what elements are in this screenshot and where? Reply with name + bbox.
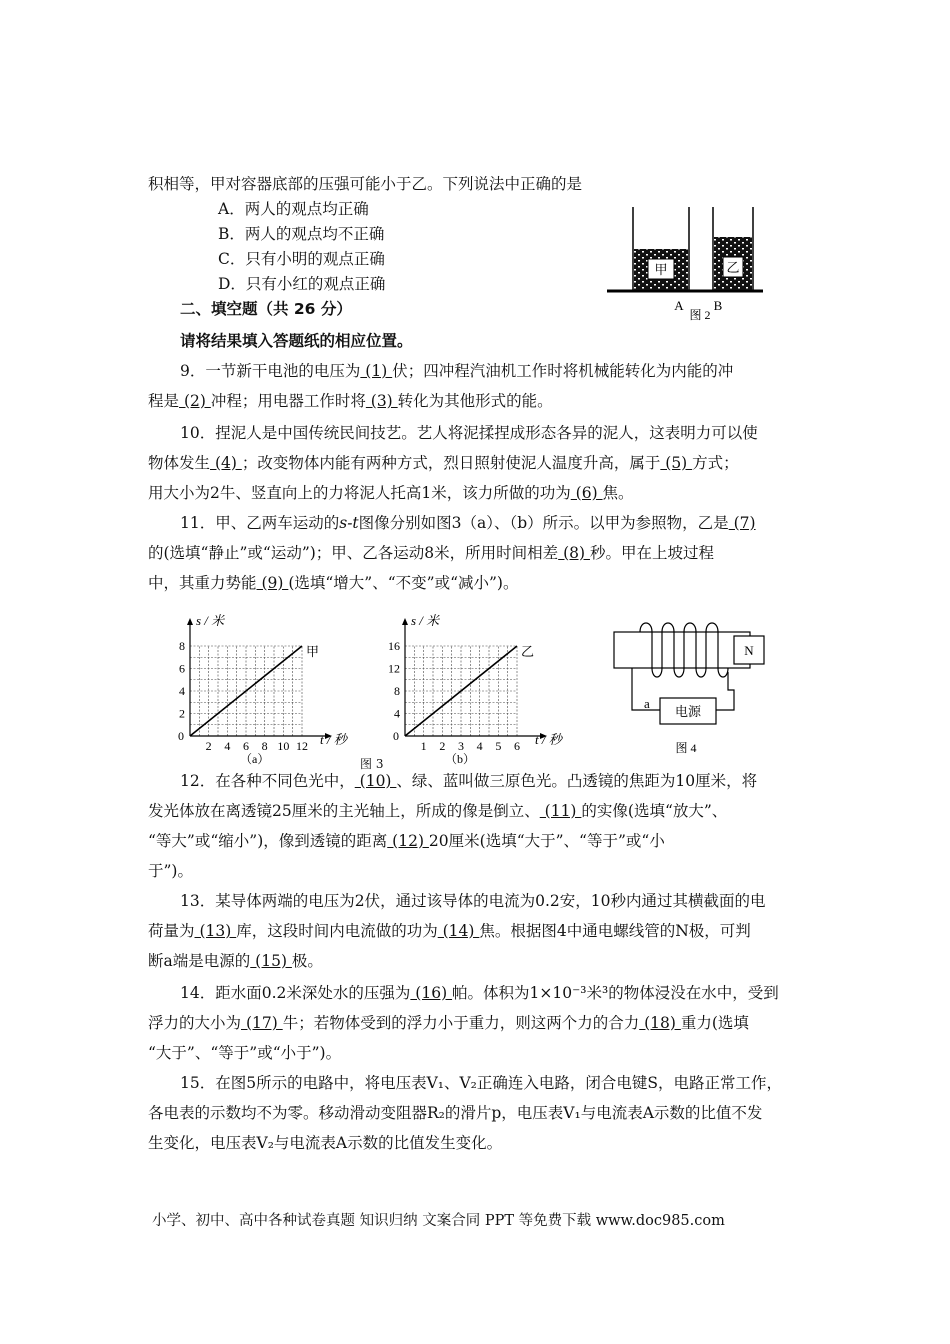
solenoid-coil (640, 623, 728, 677)
q13-line-3: 断a端是电源的 (15) 极。 (148, 952, 323, 970)
q11-line-2: 的(选填“静止”或“运动”)；甲、乙各运动8米，所用时间相差 (8) 秒。甲在上坡过程 (148, 544, 714, 562)
blank-8[interactable]: (8) (558, 544, 590, 562)
origin-label: 0 (178, 729, 184, 743)
blank-12[interactable]: (12) (387, 832, 429, 850)
figure-3a-subcaption: （a） (240, 752, 270, 766)
x-tick-label: 10 (277, 739, 290, 753)
label-b: B (713, 298, 723, 313)
q11-line-1: 11．甲、乙两车运动的s-t图像分别如图3（a）、（b）所示。以甲为参照物，乙是 (7) (180, 514, 756, 532)
x-tick-label: 1 (420, 739, 427, 753)
blank-10[interactable]: (10) (354, 772, 397, 790)
q12-line-3: “等大”或“缩小”)，像到透镜的距离 (12) 20厘米(选填“大于”、“等于”或“小 (148, 832, 665, 850)
figure-2 (605, 205, 765, 325)
x-tick-label: 5 (495, 739, 502, 753)
origin-label: 0 (393, 729, 399, 743)
blank-3[interactable]: (3) (365, 392, 398, 410)
blank-6[interactable]: (6) (570, 484, 603, 502)
figure-4-caption: 图 4 (675, 741, 697, 755)
pole-n-label: N (744, 643, 754, 658)
q12-line-4: 于”)。 (148, 862, 193, 880)
x-tick-label: 6 (514, 739, 520, 753)
y-tick-label: 4 (394, 706, 400, 721)
q13-line-1: 13．某导体两端的电压为2伏，通过该导体的电流为0.2安，10秒内通过其横截面的电 (180, 892, 766, 910)
x-axis-label: t / 秒 (535, 732, 562, 747)
y-tick-label: 8 (179, 639, 185, 653)
section-2-title: 二、填空题（共 26 分） (180, 300, 352, 318)
label-a: A (674, 298, 684, 313)
y-axis-label: s / 米 (411, 613, 440, 628)
y-tick-label: 6 (179, 661, 185, 676)
q9-line-1: 9．一节新干电池的电压为 (1) 伏；四冲程汽油机工作时将机械能转化为内能的冲 (180, 362, 734, 380)
q9-line-2: 程是 (2) 冲程；用电器工作时将 (3) 转化为其他形式的能。 (148, 392, 553, 410)
q14-line-3: “大于”、“等于”或“小于”)。 (148, 1044, 342, 1062)
blank-7[interactable]: (7) (728, 514, 756, 532)
q15-line-1: 15．在图5所示的电路中，将电压表V₁、V₂正确连入电路，闭合电键S，电路正常工作， (180, 1074, 783, 1092)
figure-3a-chart (170, 608, 360, 768)
q8-stem-end: 积相等，甲对容器底部的压强可能小于乙。下列说法中正确的是 (148, 175, 583, 193)
x-tick-label: 2 (439, 739, 446, 753)
y-tick-label: 12 (388, 661, 400, 676)
section-2-instruction: 请将结果填入答题纸的相应位置。 (180, 332, 413, 350)
option-a[interactable]: A．两人的观点均正确 (218, 200, 369, 218)
blank-4[interactable]: (4) (210, 454, 242, 472)
blank-11[interactable]: (11) (539, 802, 582, 820)
label-jia: 甲 (654, 262, 668, 277)
x-tick-label: 8 (261, 739, 268, 753)
y-tick-label: 4 (179, 684, 185, 698)
q11-line-3: 中，其重力势能 (9) (选填“增大”、“不变”或“减小”)。 (148, 574, 519, 592)
q10-line-3: 用大小为2牛、竖直向上的力将泥人托高1米，该力所做的功为 (6) 焦。 (148, 484, 634, 502)
blank-2[interactable]: (2) (179, 392, 211, 410)
q15-line-3: 生变化，电压表V₂与电流表A示数的比值发生变化。 (148, 1134, 503, 1152)
y-tick-label: 16 (388, 639, 400, 653)
x-axis-label: t / 秒 (320, 732, 347, 747)
blank-17[interactable]: (17) (241, 1014, 283, 1032)
x-tick-label: 4 (224, 739, 231, 753)
figure-2-caption: 图 2 (689, 308, 711, 322)
x-tick-label: 12 (296, 739, 308, 753)
terminal-a-label: a (644, 696, 650, 711)
option-d[interactable]: D．只有小红的观点正确 (218, 275, 386, 293)
q12-line-2: 发光体放在离透镜25厘米的主光轴上，所成的像是倒立、 (11) 的实像(选填“放大”、 (148, 802, 728, 820)
q14-line-2: 浮力的大小为 (17) 牛；若物体受到的浮力小于重力，则这两个力的合力 (18) 重力(选填 (148, 1014, 749, 1032)
x-tick-label: 4 (476, 739, 483, 753)
blank-18[interactable]: (18) (639, 1014, 681, 1032)
q10-line-1: 10．捏泥人是中国传统民间技艺。艺人将泥揉捏成形态各异的泥人，这表明力可以使 (180, 424, 758, 442)
q12-line-1: 12．在各种不同色光中， (10) 、绿、蓝叫做三原色光。凸透镜的焦距为10厘米，将 (180, 772, 758, 790)
blank-9[interactable]: (9) (256, 574, 289, 592)
option-b[interactable]: B．两人的观点均不正确 (218, 225, 385, 243)
option-c[interactable]: C．只有小明的观点正确 (218, 250, 385, 268)
y-axis-label: s / 米 (196, 613, 225, 628)
blank-13[interactable]: (13) (194, 922, 237, 940)
figure-3b-subcaption: （b） (445, 752, 476, 766)
y-axis-arrow (402, 618, 408, 625)
q15-line-2: 各电表的示数均不为零。移动滑动变阻器R₂的滑片p，电压表V₁与电流表A示数的比值不发 (148, 1104, 763, 1122)
series-label: 甲 (306, 644, 320, 659)
blank-14[interactable]: (14) (437, 922, 480, 940)
x-tick-label: 3 (458, 739, 464, 753)
q10-line-2: 物体发生 (4) ；改变物体内能有两种方式，烈日照射使泥人温度升高，属于 (5) 方式； (148, 454, 739, 472)
power-source-label: 电源 (674, 704, 702, 719)
x-tick-label: 2 (205, 739, 212, 753)
x-tick-label: 6 (243, 739, 249, 753)
y-axis-arrow (187, 618, 193, 625)
y-tick-label: 2 (179, 706, 185, 721)
y-tick-label: 8 (394, 684, 400, 698)
figure-3b-chart (385, 608, 575, 768)
blank-5[interactable]: (5) (660, 454, 693, 472)
blank-15[interactable]: (15) (250, 952, 292, 970)
q14-line-1: 14．距水面0.2米深处水的压强为 (16) 帕。体积为1×10⁻³米³的物体浸没在水中，受到 (180, 984, 779, 1002)
figure-3-caption: 图 3 (360, 757, 384, 771)
series-label: 乙 (521, 644, 535, 659)
blank-1[interactable]: (1) (360, 362, 393, 380)
footer-text: 小学、初中、高中各种试卷真题 知识归纳 文案合同 PPT 等免费下载 www.doc985.com (152, 1213, 725, 1229)
label-yi: 乙 (726, 260, 740, 275)
blank-16[interactable]: (16) (410, 984, 453, 1002)
solenoid-core (614, 632, 750, 668)
figure-4 (610, 620, 770, 760)
q13-line-2: 荷量为 (13) 库，这段时间内电流做的功为 (14) 焦。根据图4中通电螺线管的N极，可判 (148, 922, 751, 940)
